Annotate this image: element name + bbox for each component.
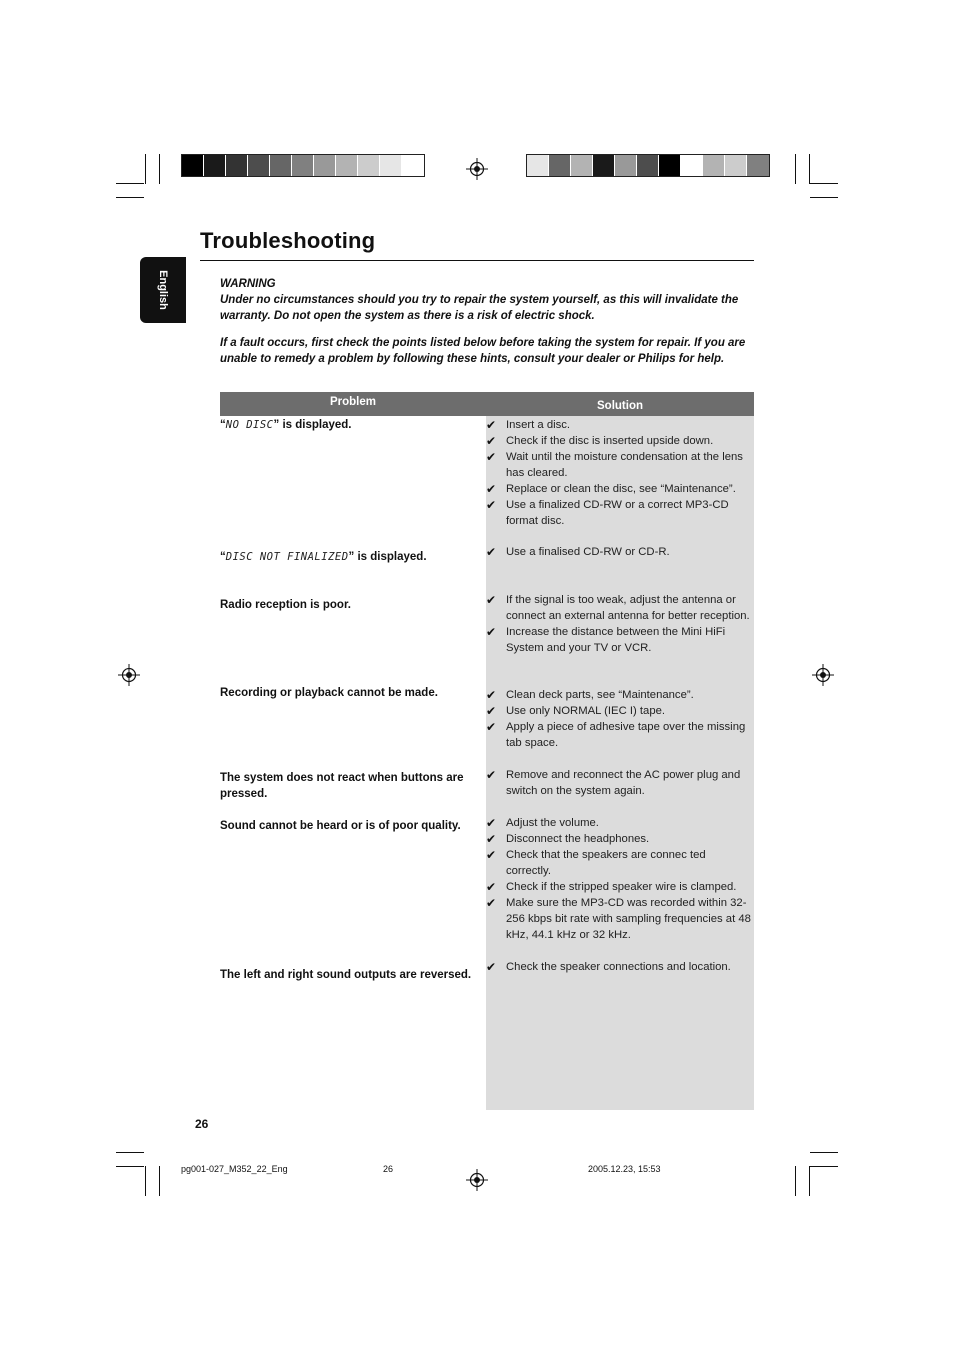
check-mark-icon: ✔ xyxy=(486,848,497,862)
problem-column-header: Problem xyxy=(220,392,486,416)
check-mark-icon: ✔ xyxy=(486,450,497,464)
check-mark-icon: ✔ xyxy=(486,704,497,718)
color-swatch xyxy=(292,155,314,176)
solution-item xyxy=(486,767,752,799)
solution-list xyxy=(486,592,752,656)
solution-item xyxy=(486,624,752,656)
page-title: Troubleshooting xyxy=(200,228,376,253)
warning-body: Under no circumstances should you try to repair the system yourself, as this will invalidate the warranty. Do not open the system as there is a risk of electric shock. xyxy=(220,294,739,322)
color-swatch xyxy=(747,155,769,176)
problem-text xyxy=(220,417,476,433)
check-mark-icon: ✔ xyxy=(486,896,497,910)
solution-item xyxy=(486,703,752,719)
solution-text: Use only NORMAL (IEC I) tape. xyxy=(506,705,666,717)
registration-mark-icon xyxy=(466,158,488,180)
crop-mark xyxy=(116,183,144,184)
solution-text: Wait until the moisture condensation at the lens has cleared. xyxy=(506,451,743,479)
color-swatch xyxy=(593,155,615,176)
solution-text: Disconnect the headphones. xyxy=(506,833,650,845)
color-swatch xyxy=(527,155,549,176)
warning-heading: WARNING xyxy=(220,278,276,290)
solution-item xyxy=(486,719,752,751)
solution-text: Check the speaker connections and location. xyxy=(506,961,731,973)
color-swatch xyxy=(182,155,204,176)
solution-item xyxy=(486,481,752,497)
solution-list xyxy=(486,767,752,799)
solution-item xyxy=(486,592,752,624)
solution-column-header: Solution xyxy=(486,392,754,416)
crop-mark xyxy=(159,1166,160,1196)
color-swatch xyxy=(358,155,380,176)
crop-mark xyxy=(145,154,146,184)
crop-mark xyxy=(810,1152,838,1153)
solution-list xyxy=(486,417,752,529)
solution-text: Make sure the MP3-CD was recorded within 32-256 kbps bit rate with sampling frequencies at 48 kHz, 44.1 kHz or 32 kHz. xyxy=(506,897,751,941)
crop-mark xyxy=(809,1166,810,1196)
problem-suffix: ” is displayed. xyxy=(348,551,427,563)
check-mark-icon: ✔ xyxy=(486,498,497,512)
check-mark-icon: ✔ xyxy=(486,720,497,734)
problem-text: Radio reception is poor. xyxy=(220,599,351,611)
solution-item xyxy=(486,831,752,847)
solution-list xyxy=(486,959,752,975)
solution-text: Check if the stripped speaker wire is clamped. xyxy=(506,881,737,893)
language-label: English xyxy=(157,270,169,310)
color-swatch xyxy=(402,155,424,176)
color-swatch xyxy=(380,155,402,176)
registration-mark-icon xyxy=(812,664,834,686)
solution-item xyxy=(486,497,752,529)
solution-item xyxy=(486,847,752,879)
solution-text: If the signal is too weak, adjust the antenna or connect an external antenna for better reception. xyxy=(506,594,750,622)
check-mark-icon: ✔ xyxy=(486,593,497,607)
solution-item xyxy=(486,879,752,895)
solution-text: Remove and reconnect the AC power plug and switch on the system again. xyxy=(506,769,741,797)
solution-list xyxy=(486,687,752,751)
slug-file: pg001-027_M352_22_Eng xyxy=(181,1164,288,1174)
solution-text: Apply a piece of adhesive tape over the missing tab space. xyxy=(506,721,746,749)
color-bar-left xyxy=(181,154,425,177)
display-message: NO DISC xyxy=(225,419,274,431)
problem-quote: “ xyxy=(220,551,226,563)
color-swatch xyxy=(681,155,703,176)
solution-text: Use a finalized CD-RW or a correct MP3-CD format disc. xyxy=(506,499,729,527)
problem-text: The system does not react when buttons are pressed. xyxy=(220,772,464,800)
color-swatch xyxy=(725,155,747,176)
language-tab xyxy=(140,257,186,323)
crop-mark xyxy=(145,1166,146,1196)
check-mark-icon: ✔ xyxy=(486,768,497,782)
color-swatch xyxy=(226,155,248,176)
crop-mark xyxy=(810,1166,838,1167)
solution-text: Replace or clean the disc, see “Maintenance”. xyxy=(506,483,736,495)
color-swatch xyxy=(248,155,270,176)
registration-mark-icon xyxy=(118,664,140,686)
color-swatch xyxy=(314,155,336,176)
check-mark-icon: ✔ xyxy=(486,418,497,432)
check-mark-icon: ✔ xyxy=(486,545,497,559)
color-swatch xyxy=(549,155,571,176)
solution-list xyxy=(486,544,752,560)
solution-text: Increase the distance between the Mini HiFi System and your TV or VCR. xyxy=(506,626,726,654)
solution-text: Adjust the volume. xyxy=(506,817,599,829)
check-mark-icon: ✔ xyxy=(486,960,497,974)
slug-page: 26 xyxy=(383,1164,394,1174)
check-mark-icon: ✔ xyxy=(486,816,497,830)
problem-text: Recording or playback cannot be made. xyxy=(220,687,438,699)
crop-mark xyxy=(810,197,838,198)
solution-item xyxy=(486,449,752,481)
solution-text: Use a finalised CD-RW or CD-R. xyxy=(506,546,670,558)
registration-mark-icon xyxy=(466,1169,488,1191)
solution-item xyxy=(486,544,752,560)
solution-text: Insert a disc. xyxy=(506,419,571,431)
solution-text: Check if the disc is inserted upside down. xyxy=(506,435,714,447)
color-swatch xyxy=(659,155,681,176)
color-bar-right xyxy=(526,154,770,177)
problem-text: The left and right sound outputs are reversed. xyxy=(220,969,472,981)
title-divider xyxy=(200,260,754,261)
crop-mark xyxy=(809,154,810,184)
solution-item xyxy=(486,433,752,449)
crop-mark xyxy=(795,1166,796,1196)
crop-mark xyxy=(116,197,144,198)
check-mark-icon: ✔ xyxy=(486,688,497,702)
color-swatch xyxy=(204,155,226,176)
solution-list xyxy=(486,815,752,943)
solution-item xyxy=(486,959,752,975)
check-mark-icon: ✔ xyxy=(486,832,497,846)
display-message: DISC NOT FINALIZED xyxy=(225,551,349,563)
problem-text: Sound cannot be heard or is of poor quality. xyxy=(220,820,461,832)
crop-mark xyxy=(795,154,796,184)
crop-mark xyxy=(116,1166,144,1167)
check-mark-icon: ✔ xyxy=(486,482,497,496)
problem-suffix: ” is displayed. xyxy=(273,419,352,431)
color-swatch xyxy=(703,155,725,176)
crop-mark xyxy=(116,1152,144,1153)
crop-mark xyxy=(810,183,838,184)
check-mark-icon: ✔ xyxy=(486,625,497,639)
problem-text xyxy=(220,549,476,565)
warning-block xyxy=(220,276,754,367)
problem-quote: “ xyxy=(220,419,226,431)
color-swatch xyxy=(637,155,659,176)
solution-item xyxy=(486,895,752,943)
color-swatch xyxy=(336,155,358,176)
solution-item xyxy=(486,417,752,433)
solution-text: Clean deck parts, see “Maintenance”. xyxy=(506,689,694,701)
slug-date: 2005.12.23, 15:53 xyxy=(588,1164,661,1174)
solution-item xyxy=(486,815,752,831)
crop-mark xyxy=(159,154,160,184)
color-swatch xyxy=(571,155,593,176)
solution-text: Check that the speakers are connec ted correctly. xyxy=(506,849,706,877)
color-swatch xyxy=(615,155,637,176)
check-mark-icon: ✔ xyxy=(486,434,497,448)
page-number: 26 xyxy=(195,1117,209,1131)
color-swatch xyxy=(270,155,292,176)
warning-advice: If a fault occurs, first check the points listed below before taking the system for repair. If you are unable to remedy a problem by following these hints, consult your dealer or Philips for help. xyxy=(220,337,746,365)
check-mark-icon: ✔ xyxy=(486,880,497,894)
solution-item xyxy=(486,687,752,703)
